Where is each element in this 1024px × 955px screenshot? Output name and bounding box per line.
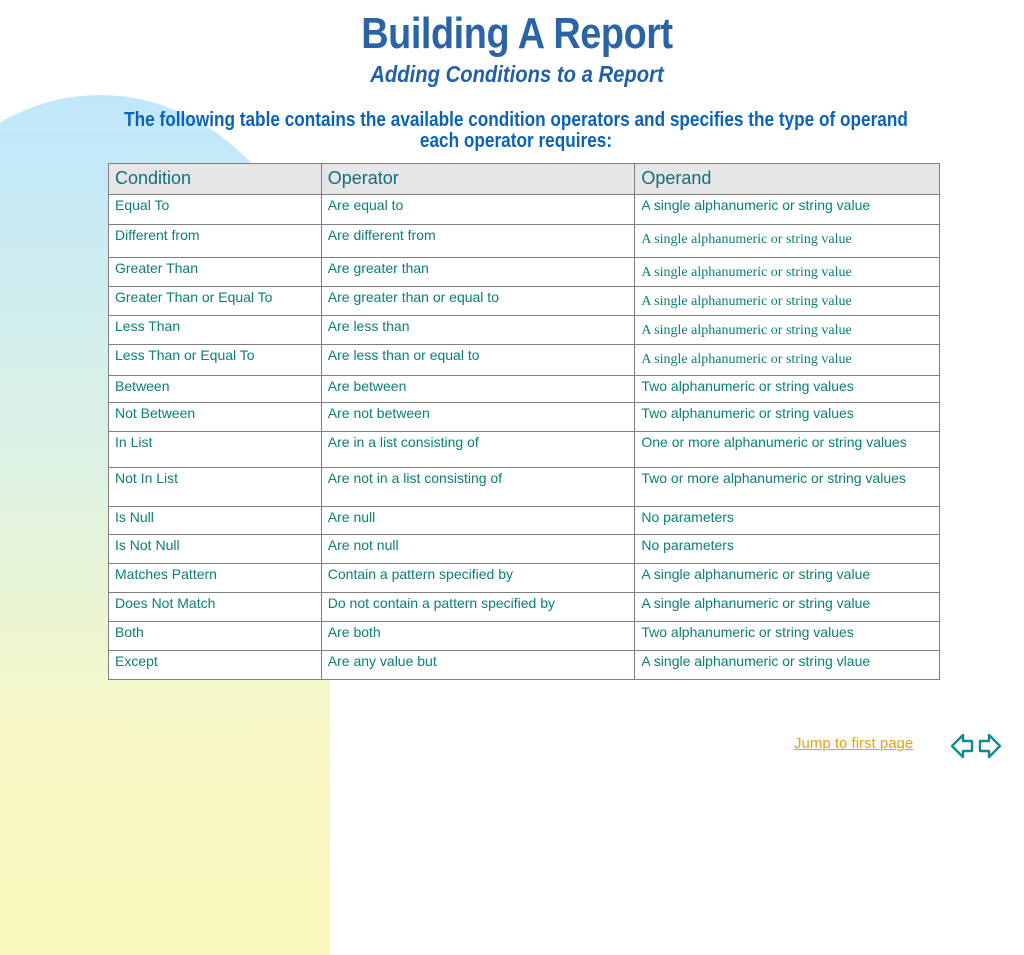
condition-operators-table <box>108 163 940 680</box>
table-row <box>109 432 940 468</box>
condition-cell: Different from <box>109 225 322 258</box>
operand-cell: One or more alphanumeric or string values <box>635 432 940 468</box>
condition-cell: Between <box>109 376 322 403</box>
table-row <box>109 564 940 593</box>
operator-cell: Are less than <box>321 316 635 345</box>
table-row <box>109 651 940 680</box>
header-operand: Operand <box>635 164 940 195</box>
operator-cell: Are less than or equal to <box>321 345 635 376</box>
condition-cell: Not Between <box>109 403 322 432</box>
condition-cell: Both <box>109 622 322 651</box>
operator-cell: Are greater than or equal to <box>321 287 635 316</box>
condition-cell: Except <box>109 651 322 680</box>
operator-cell: Are both <box>321 622 635 651</box>
operator-cell: Are greater than <box>321 258 635 287</box>
condition-cell: In List <box>109 432 322 468</box>
operand-cell: Two or more alphanumeric or string values <box>635 468 940 507</box>
operand-cell: A single alphanumeric or string value <box>635 564 940 593</box>
condition-cell: Less Than <box>109 316 322 345</box>
operator-cell: Are between <box>321 376 635 403</box>
back-forward-arrows-icon[interactable] <box>950 730 1002 762</box>
operator-cell: Are null <box>321 507 635 535</box>
operator-cell: Are not between <box>321 403 635 432</box>
operand-cell: A single alphanumeric or string value <box>635 225 940 258</box>
operand-cell: A single alphanumeric or string value <box>635 593 940 622</box>
operator-cell: Are any value but <box>321 651 635 680</box>
operand-cell: Two alphanumeric or string values <box>635 403 940 432</box>
condition-cell: Greater Than or Equal To <box>109 287 322 316</box>
operator-cell: Are in a list consisting of <box>321 432 635 468</box>
condition-cell: Does Not Match <box>109 593 322 622</box>
operator-cell: Are equal to <box>321 195 635 225</box>
table-header-row <box>109 164 940 195</box>
jump-to-first-page-link[interactable]: Jump to first page <box>794 735 914 752</box>
operator-cell: Contain a pattern specified by <box>321 564 635 593</box>
condition-cell: Equal To <box>109 195 322 225</box>
table-row <box>109 535 940 564</box>
condition-cell: Is Not Null <box>109 535 322 564</box>
table-row <box>109 225 940 258</box>
table-row <box>109 195 940 225</box>
table-row <box>109 468 940 507</box>
slide-subtitle: Adding Conditions to a Report <box>370 61 664 87</box>
condition-cell: Greater Than <box>109 258 322 287</box>
table-row <box>109 287 940 316</box>
operand-cell: A single alphanumeric or string vlaue <box>635 651 940 680</box>
operand-cell: A single alphanumeric or string value <box>635 258 940 287</box>
condition-cell: Not In List <box>109 468 322 507</box>
operand-cell: No parameters <box>635 535 940 564</box>
header-condition: Condition <box>109 164 322 195</box>
operator-cell: Are not in a list consisting of <box>321 468 635 507</box>
table-row <box>109 376 940 403</box>
header-operator: Operator <box>321 164 635 195</box>
operand-cell: No parameters <box>635 507 940 535</box>
operand-cell: A single alphanumeric or string value <box>635 316 940 345</box>
operator-cell: Are not null <box>321 535 635 564</box>
table-row <box>109 622 940 651</box>
operand-cell: Two alphanumeric or string values <box>635 376 940 403</box>
table-row <box>109 258 940 287</box>
operator-cell: Do not contain a pattern specified by <box>321 593 635 622</box>
intro-text: The following table contains the available condition operators and specifies the type of operand each operator requires: <box>124 109 908 152</box>
operand-cell: Two alphanumeric or string values <box>635 622 940 651</box>
operand-cell: A single alphanumeric or string value <box>635 287 940 316</box>
table-row <box>109 593 940 622</box>
table-row <box>109 316 940 345</box>
operand-cell: A single alphanumeric or string value <box>635 195 940 225</box>
condition-cell: Is Null <box>109 507 322 535</box>
table-row <box>109 507 940 535</box>
operand-cell: A single alphanumeric or string value <box>635 345 940 376</box>
condition-cell: Less Than or Equal To <box>109 345 322 376</box>
slide-title: Building A Report <box>361 9 673 58</box>
operator-cell: Are different from <box>321 225 635 258</box>
condition-cell: Matches Pattern <box>109 564 322 593</box>
table-row <box>109 403 940 432</box>
table-row <box>109 345 940 376</box>
